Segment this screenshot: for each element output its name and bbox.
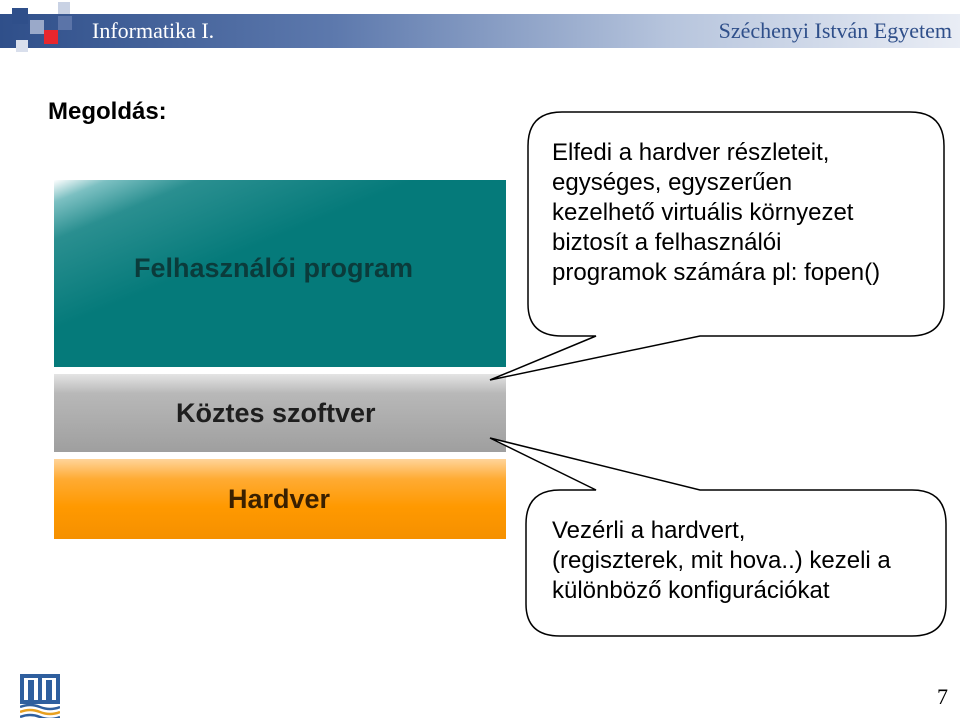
- callout-bottom-text: [552, 516, 891, 606]
- callout-top-line: biztosít a felhasználói: [552, 229, 782, 256]
- university-logo-icon: [20, 674, 60, 718]
- university-name: Széchenyi István Egyetem: [718, 18, 952, 43]
- callout-top-line: kezelhető virtuális környezet: [552, 199, 854, 226]
- slide-title: Megoldás:: [48, 98, 167, 125]
- course-title: Informatika I.: [92, 18, 215, 43]
- callout-top-line: programok számára pl: fopen(): [552, 259, 881, 286]
- callout-bottom-line: különböző konfigurációkat: [552, 577, 830, 604]
- layer-user-label: Felhasználói program: [134, 253, 414, 283]
- layer-hardware-label: Hardver: [228, 483, 331, 514]
- callout-bottom-line: Vezérli a hardvert,: [552, 517, 746, 544]
- layer-middleware-label: Köztes szoftver: [176, 397, 376, 428]
- page-number: 7: [937, 684, 948, 709]
- callout-top-line: egységes, egyszerűen: [552, 169, 793, 196]
- callout-top-text: [552, 138, 880, 288]
- callout-bottom-line: (regiszterek, mit hova..) kezeli a: [552, 547, 891, 574]
- callout-top-line: Elfedi a hardver részleteit,: [552, 139, 830, 166]
